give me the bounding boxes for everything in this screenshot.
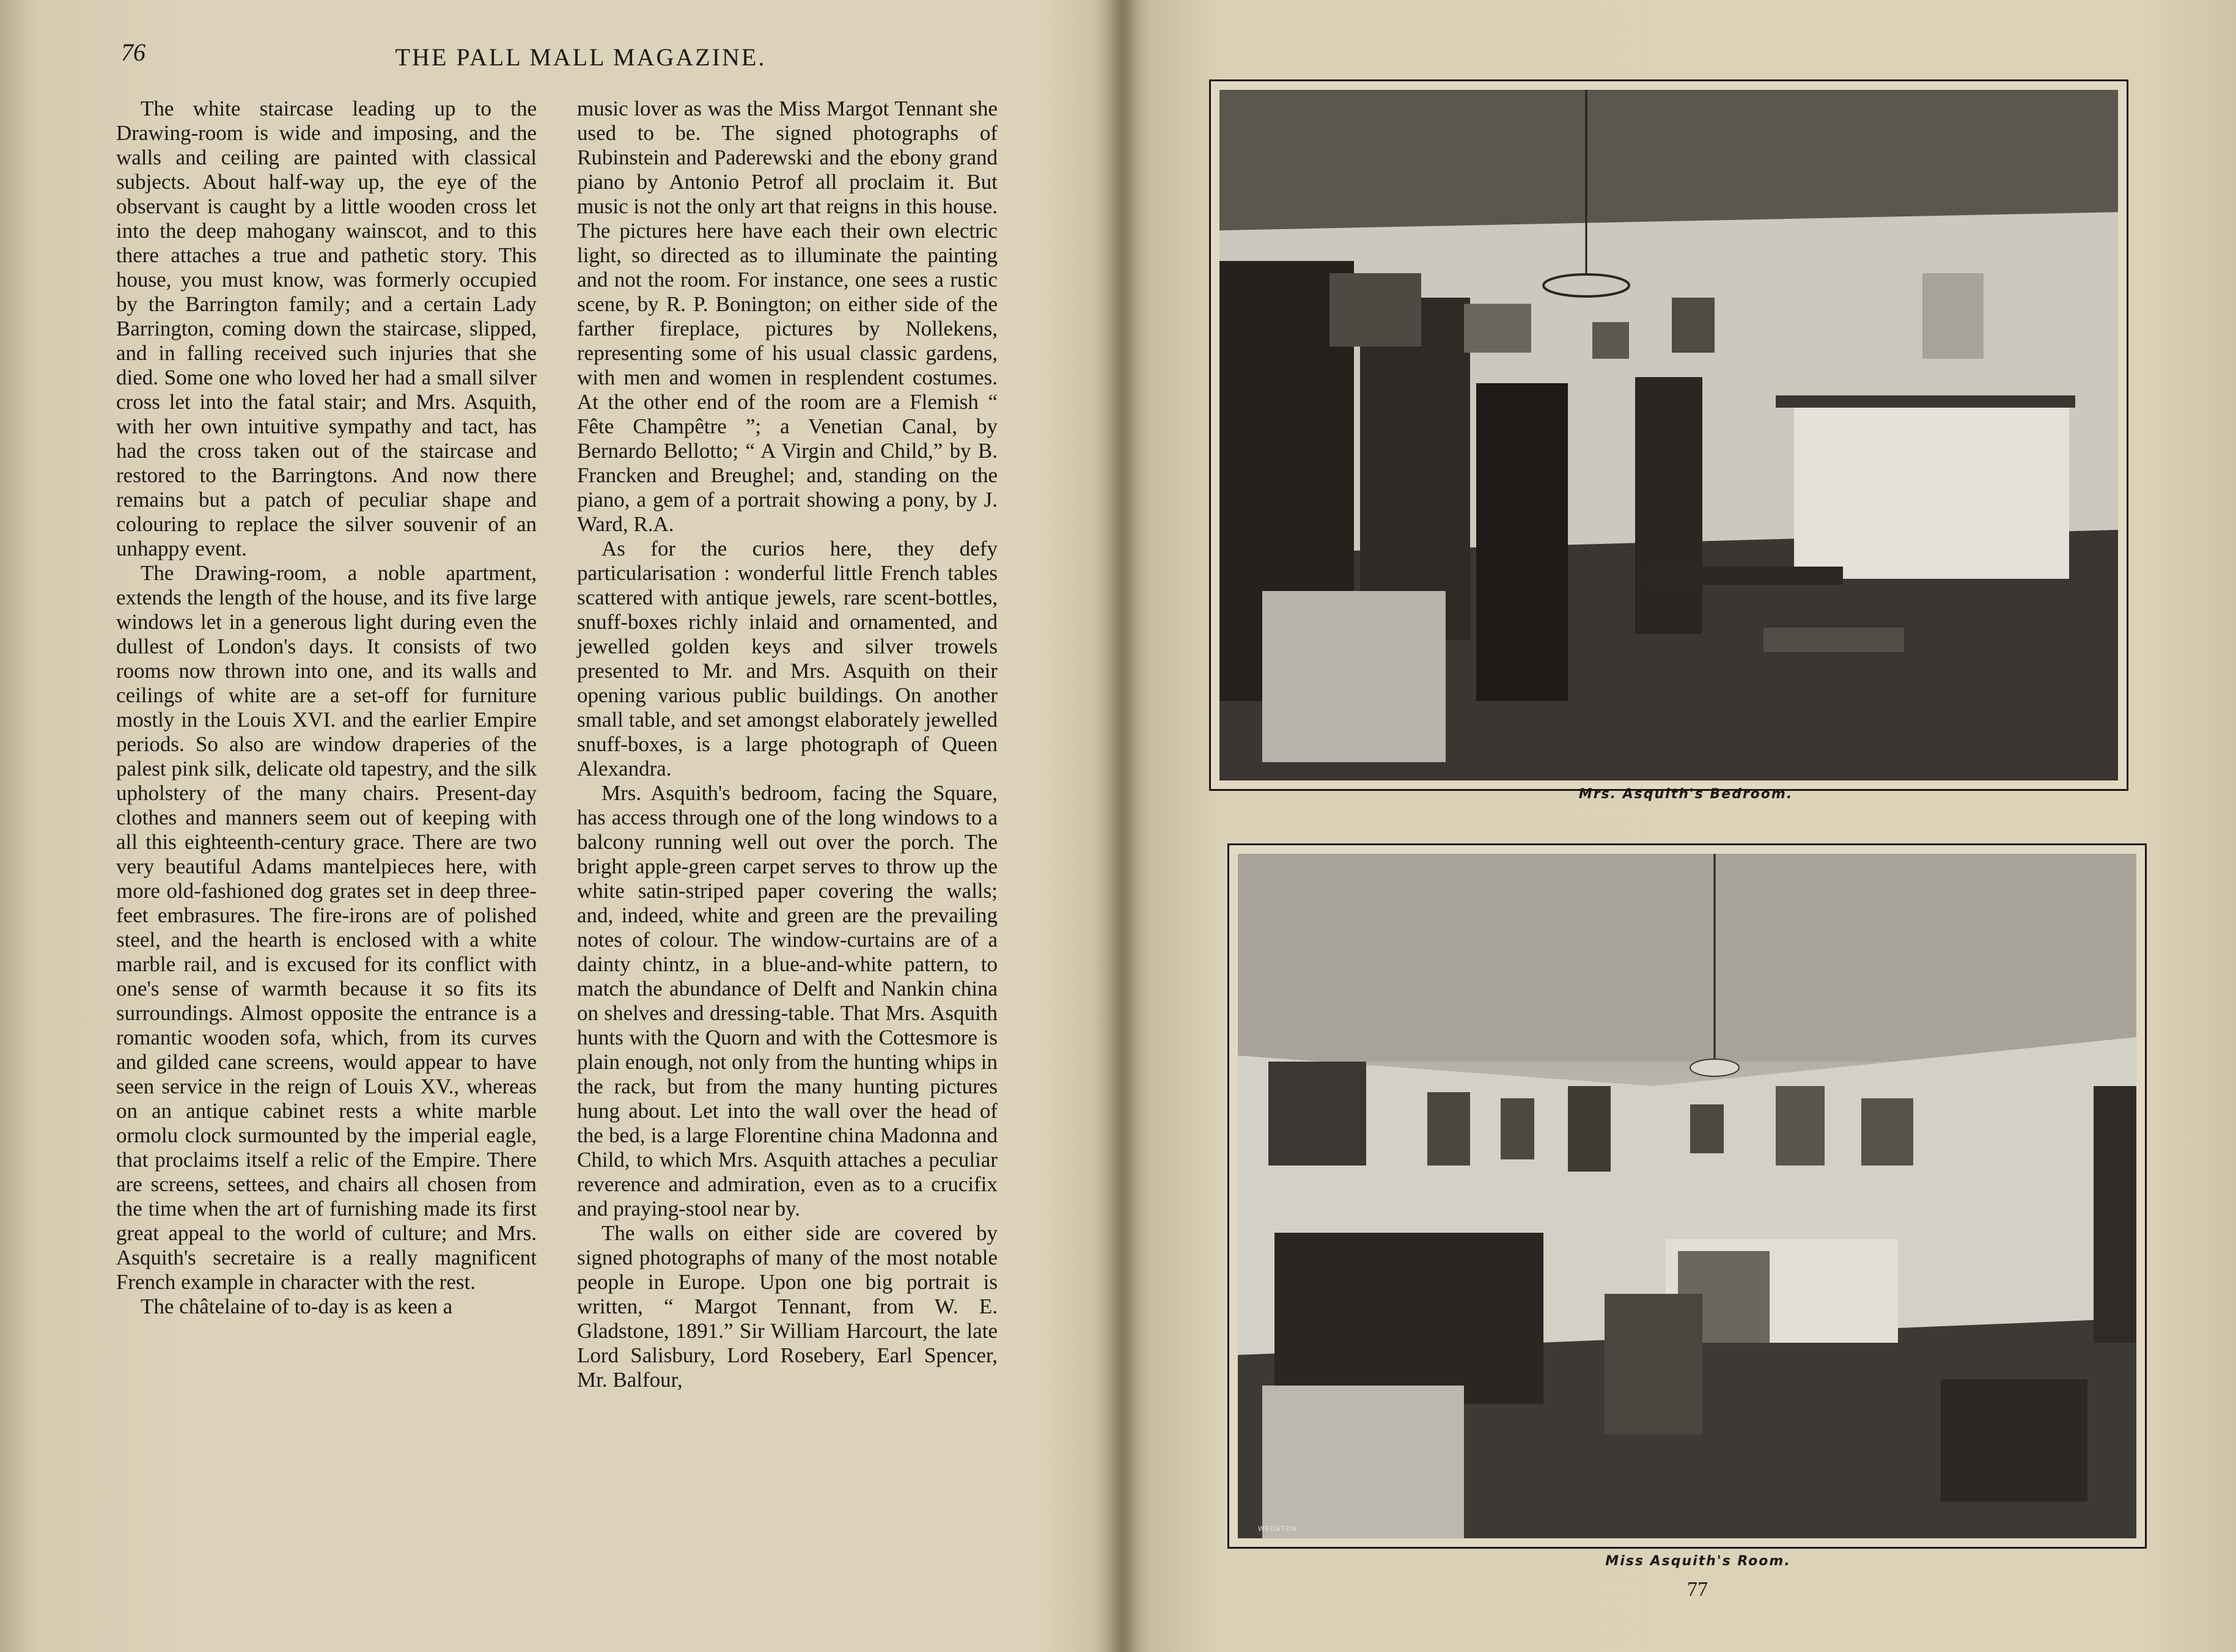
photo-plate-room (1227, 843, 2147, 1549)
room-photograph (1238, 854, 2136, 1538)
room-photo-illustration (1238, 854, 2136, 1538)
photo-plate-bedroom (1209, 79, 2128, 791)
text-column-right (577, 97, 998, 1392)
paragraph: As for the curios here, they defy particularisation : wonderful little French tables scattered with antique jewels, rare scent-bottles, snuff-boxes richly inlaid and ornamented, and jewelled golden keys and silver trowels presented to Mr. and Mrs. Asquith on their opening various public buildings. On another small table, and set amongst elaborately jewelled snuff-boxes, is a large photograph of Queen Alexandra. (577, 537, 998, 780)
paragraph: The châtelaine of to-day is as keen a (141, 1294, 453, 1318)
text-column-left (116, 97, 537, 1319)
paragraph: music lover as was the Miss Margot Tennant she used to be. The signed photographs of Rubinstein and Paderewski and the ebony grand piano by Antonio Petrof all proclaim it. But music is not the only art that reigns in this house. The pictures here have each their own electric light, so directed as to illuminate the painting and not the room. For instance, one sees a rustic scene, by R. P. Bonington; on either side of the farther fireplace, pictures by Nollekens, representing some of his usual classic gardens, with men and women in resplendent costumes. At the other end of the room are a Flemish “ Fête Champêtre ”; a Venetian Canal, by Bernardo Bellotto; “ A Virgin and Child,” by B. Francken and Breughel; and, standing on the piano, a gem of a portrait showing a pony, by J. Ward, R.A. (577, 97, 998, 536)
bedroom-photograph (1219, 90, 2118, 780)
left-page-number: 76 (121, 39, 145, 66)
paragraph: The Drawing-room, a noble apartment, extends the length of the house, and its five large windows let in a generous light during even the dullest of London's days. It consists of two rooms now thrown into one, and its walls and ceilings of white are a set-off for furniture mostly in the Louis XVI. and the earlier Empire periods. So also are window draperies of the palest pink silk, delicate old tapestry, and the silk upholstery of the many chairs. Present-day clothes and manners seem out of keeping with all this eighteenth-century grace. There are two very beautiful Adams mantelpieces here, with more old-fashioned dog grates set in deep three-feet embrasures. The fire-irons are of polished steel, and the hearth is enclosed with a white marble rail, and is excused for its conflict with one's sense of warmth because it so fits its surroundings. Almost opposite the entrance is a romantic wooden sofa, which, from its curves and gilded cane screens, would appear to have seen service in the reign of Louis XV., whereas on an antique cabinet rests a white marble ormolu clock surmounted by the imperial eagle, that proclaims itself a relic of the Empire. There are screens, settees, and chairs all chosen from the time when the art of furnishing made its first great appeal to the world of culture; and Mrs. Asquith's secretaire is a really magnificent French example in character with the rest. (116, 561, 537, 1294)
running-head: THE PALL MALL MAGAZINE. (395, 43, 767, 71)
caption-bedroom: Mrs. Asquith's Bedroom. (1578, 787, 1793, 802)
book-gutter (1094, 0, 1149, 1652)
paragraph: The white staircase leading up to the Drawing-room is wide and imposing, and the walls and ceiling are painted with classical subjects. About half-way up, the eye of the observant is caught by a little wooden cross let into the deep mahogany wainscot, and to this there attaches a true and pathetic story. This house, you must know, was formerly occupied by the Barrington family; and a certain Lady Barrington, coming down the staircase, slipped, and in falling received such injuries that she died. Some one who loved her had a small silver cross let into the fatal stair; and Mrs. Asquith, with her own intuitive sympathy and tact, has had the cross taken out of the staircase and restored to the Barringtons. And now there remains but a patch of peculiar shape and colouring to replace the silver souvenir of an unhappy event. (116, 97, 537, 560)
bedroom-photo-illustration (1219, 90, 2118, 780)
right-page-number: 77 (1687, 1578, 1708, 1601)
paragraph: The walls on either side are covered by signed photographs of many of the most notable people in Europe. Upon one big portrait is written, “ Margot Tennant, from W. E. Gladstone, 1891.” Sir William Harcourt, the late Lord Salisbury, Lord Rosebery, Earl Spencer, Mr. Balfour, (577, 1221, 998, 1392)
paragraph: Mrs. Asquith's bedroom, facing the Square, has access through one of the long windows to a balcony running well out over the porch. The bright apple-green carpet serves to throw up the white satin-striped paper covering the walls; and, indeed, white and green are the prevailing notes of colour. The window-curtains are of a dainty chintz, in a blue-and-white pattern, to match the abundance of Delft and Nankin china on shelves and dressing-table. That Mrs. Asquith hunts with the Quorn and with the Cottesmore is plain enough, not only from the hunting whips in the rack, but from the many hunting pictures hung about. Let into the wall over the head of the bed, is a large Florentine china Madonna and Child, to which Mrs. Asquith attaches a peculiar reverence and admiration, even as to a crucifix and praying-stool near by. (577, 781, 998, 1221)
caption-room: Miss Asquith's Room. (1605, 1554, 1791, 1569)
photographer-signature: WEDSTON (1258, 1525, 1297, 1533)
